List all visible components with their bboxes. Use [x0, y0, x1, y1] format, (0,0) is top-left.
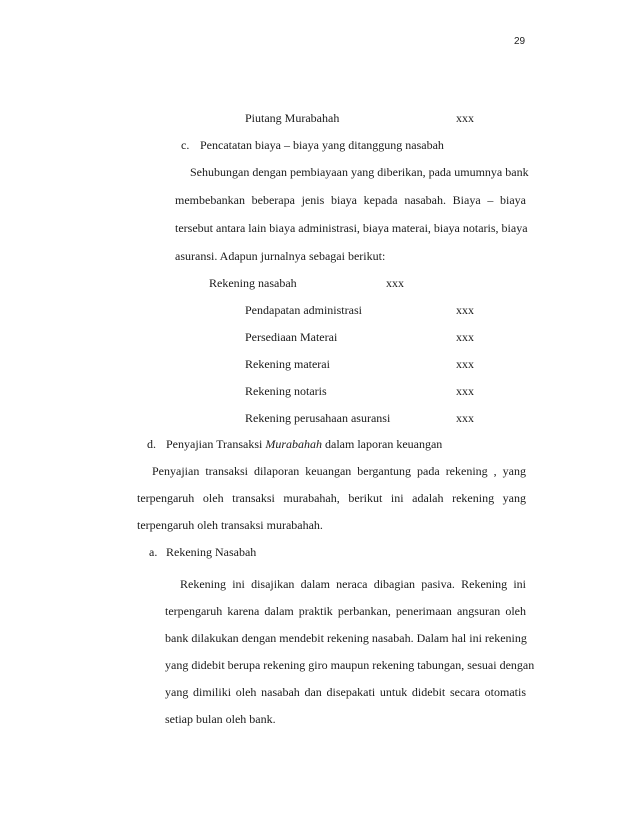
journal-credit-amount: xxx [456, 411, 474, 425]
journal-credit-account: Rekening materai [245, 357, 330, 371]
journal-credit-account: Rekening perusahaan asuransi [245, 411, 391, 425]
section-a-paragraph-line: terpengaruh karena dalam praktik perbankan, penerimaan angsuran oleh [165, 604, 526, 618]
journal-amount-piutang: xxx [456, 111, 474, 125]
section-d-paragraph-line: terpengaruh oleh transaksi murabahah, berikut ini adalah rekening yang [137, 491, 526, 505]
section-a-paragraph-line: yang dimiliki oleh nasabah dan disepakati untuk didebit secara otomatis [165, 685, 526, 699]
section-d-paragraph-line: Penyajian transaksi dilaporan keuangan bergantung pada rekening , yang [152, 464, 526, 478]
section-a-paragraph-line: Rekening ini disajikan dalam neraca dibagian pasiva. Rekening ini [180, 577, 526, 591]
journal-credit-amount: xxx [456, 357, 474, 371]
journal-account-piutang: Piutang Murabahah [245, 111, 340, 125]
journal-debit-account: Rekening nasabah [209, 276, 297, 290]
section-a-paragraph-last: setiap bulan oleh bank. [165, 712, 276, 726]
journal-debit-amount: xxx [386, 276, 404, 290]
journal-credit-amount: xxx [456, 384, 474, 398]
journal-credit-amount: xxx [456, 330, 474, 344]
section-a-heading: Rekening Nasabah [166, 545, 257, 559]
section-d-heading-before: Penyajian Transaksi [166, 437, 266, 451]
section-c-heading: Pencatatan biaya – biaya yang ditanggung nasabah [200, 138, 444, 152]
section-c-paragraph-line: membebankan beberapa jenis biaya kepada nasabah. Biaya – biaya [175, 193, 526, 207]
section-a-marker: a. [149, 545, 158, 559]
journal-credit-account: Persediaan Materai [245, 330, 338, 344]
section-d-marker: d. [147, 437, 156, 451]
journal-credit-amount: xxx [456, 303, 474, 317]
section-d-paragraph-last: terpengaruh oleh transaksi murabahah. [137, 518, 323, 532]
section-c-paragraph-line: Sehubungan dengan pembiayaan yang diberikan, pada umumnya bank [190, 165, 529, 179]
journal-credit-account: Rekening notaris [245, 384, 327, 398]
section-c-paragraph-line: tersebut antara lain biaya administrasi, biaya materai, biaya notaris, biaya [175, 221, 528, 235]
section-c-marker: c. [181, 138, 190, 152]
page-number: 29 [514, 36, 526, 47]
journal-credit-account: Pendapatan administrasi [245, 303, 362, 317]
section-c-paragraph-last: asuransi. Adapun jurnalnya sebagai berikut: [175, 249, 386, 263]
section-d-heading-italic: Murabahah [265, 437, 323, 451]
section-d-heading [166, 437, 442, 452]
section-d-heading-after: dalam laporan keuangan [322, 437, 443, 451]
section-a-paragraph-line: bank dilakukan dengan mendebit rekening nasabah. Dalam hal ini rekening [165, 631, 527, 645]
section-a-paragraph-line: yang didebit berupa rekening giro maupun rekening tabungan, sesuai dengan [165, 658, 535, 672]
